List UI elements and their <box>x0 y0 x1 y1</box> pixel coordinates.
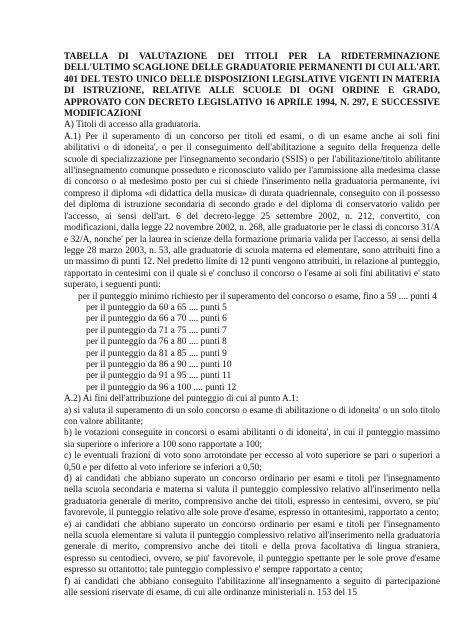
paragraph-a1: A.1) Per il superamento di un concorso per titoli ed esami, o di un esame anche ai soli fini abilitativi o di idoneita', o per il conseguimento dell'abilitazione a seguito della frequenza delle scuole di specializzazione per l'insegnamento secondario (SSIS) o per l'abilitazione/titolo abilitante all'insegnamento comunque posseduto e riconosciuto valido per l'ammissione alla medesima classe di concorso o al medesimo posto per cui si chiede l'inserimento nella graduatoria permanente, ivi compreso il diploma «di didattica della musica» di durata quadriennale, conseguito con il possesso del diploma di istruzione secondaria di secondo grado e del diploma di conservatorio valido per l'accesso, ai sensi dell'art. 6 del decreto-legge 25 settembre 2002, n. 212, convertito, con modificazioni, dalla legge 22 novembre 2002, n. 268, alle graduatorie per le classi di concorso 31/A e 32/A, nonche' per la laurea in scienze della formazione primaria valida per l'accesso, ai sensi della legge 28 marzo 2003, n. 53, alle graduatorie di scuola materna ed elementare, sono attribuiti fino a un massimo di punti 12. Nel predetto limite di 12 punti vengono attribuiti, in relazione al punteggio, rapportato in centesimi con il quale si e' concluso il concorso o l'esame ai soli fini abilitativi e' stato superato, i seguenti punti: <box>64 131 440 291</box>
list-item-b: b) le votazioni conseguite in concorsi o esami abilitanti o di idoneita', in cui il punteggio massimo sia superiore o inferiore a 100 sono rapportate a 100; <box>64 428 440 450</box>
document-title: TABELLA DI VALUTAZIONE DEI TITOLI PER LA RIDETERMINAZIONE DELL'ULTIMO SCAGLIONE DELLE GRADUATORIE PERMANENTI DI CUI ALL'ART. 401 DEL TESTO UNICO DELLE DISPOSIZIONI LEGISLATIVE VIGENTI IN MATERIA DI ISTRUZIONE, RELATIVE ALLE SCUOLE DI OGNI ORDINE E GRADO, APPROVATO CON DECRETO LEGISLATIVO 16 APRILE 1994, N. 297, E SUCCESSIVE MODIFICAZIONI <box>64 52 440 120</box>
score-row: per il punteggio da 91 a 95 .... punti 11 <box>86 371 232 382</box>
score-row: per il punteggio da 81 a 85 .... punti 9 <box>86 348 227 359</box>
score-row: per il punteggio da 96 a 100 .... punti 12 <box>86 382 237 393</box>
min-score-line: per il punteggio minimo richiesto per il superamento del concorso o esame, fino a 59 .... punti 4 <box>78 291 437 302</box>
list-item-e: e) ai candidati che abbiano superato un concorso ordinario per esami e titoli per l'insegnamento nella scuola elementare si valuta il punteggio complessivo relativo all'inserimento nella graduatoria generale di merito, comprensivo anche dei titoli e della prova facoltativa di lingua straniera, espresso su centodieci, ovvero, se piu' favorevole, il punteggio spettante per le sole prove d'esame espresso su ottantotto; tale punteggio complessivo e' sempre rapportato a cento; <box>64 519 440 576</box>
paragraph-a2-intro: A.2) Ai fini dell'attribuzione del punteggio di cui al punto A.1: <box>64 394 299 405</box>
score-list <box>64 303 440 394</box>
list-item-c: c) le eventuali frazioni di voto sono arrotondate per eccesso al voto superiore se pari o superiori a 0,50 e per difetto al voto inferiore se inferiori a 0,50; <box>64 451 440 473</box>
section-a-heading: A) Titoli di accesso alla graduatoria. <box>64 120 201 131</box>
list-item-a: a) si valuta il superamento di un solo concorso o esame di abilitazione o di idoneita' o un solo titolo con valore abilitante; <box>64 405 440 427</box>
score-row: per il punteggio da 66 a 70 .... punti 6 <box>86 314 227 325</box>
list-item-f: f) ai candidati che abbiano conseguito l'abilitazione all'insegnamento a seguito di partecipazione alle sessioni riservate di esame, di cui alle ordinanze ministeriali n. 153 del 15 <box>64 576 440 599</box>
score-row: per il punteggio da 86 a 90 .... punti 10 <box>86 359 232 370</box>
score-row: per il punteggio da 71 a 75 .... punti 7 <box>86 325 227 336</box>
score-row: per il punteggio da 60 a 65 .... punti 5 <box>86 302 227 313</box>
score-row: per il punteggio da 76 a 80 .... punti 8 <box>86 337 227 348</box>
list-item-d: d) ai candidati che abbiano superato un concorso ordinario per esami e titoli per l'insegnamento nella scuola secondaria e materna si valuta il punteggio complessivo relativo all'inserimento nella graduatoria generale di merito, comprensivo anche dei titoli, espresso in centesimi, ovvero, se piu' favorevole, il punteggio relativo alle sole prove d'esame, espresso in ottantesimi, rapportato a cento; <box>64 474 440 519</box>
